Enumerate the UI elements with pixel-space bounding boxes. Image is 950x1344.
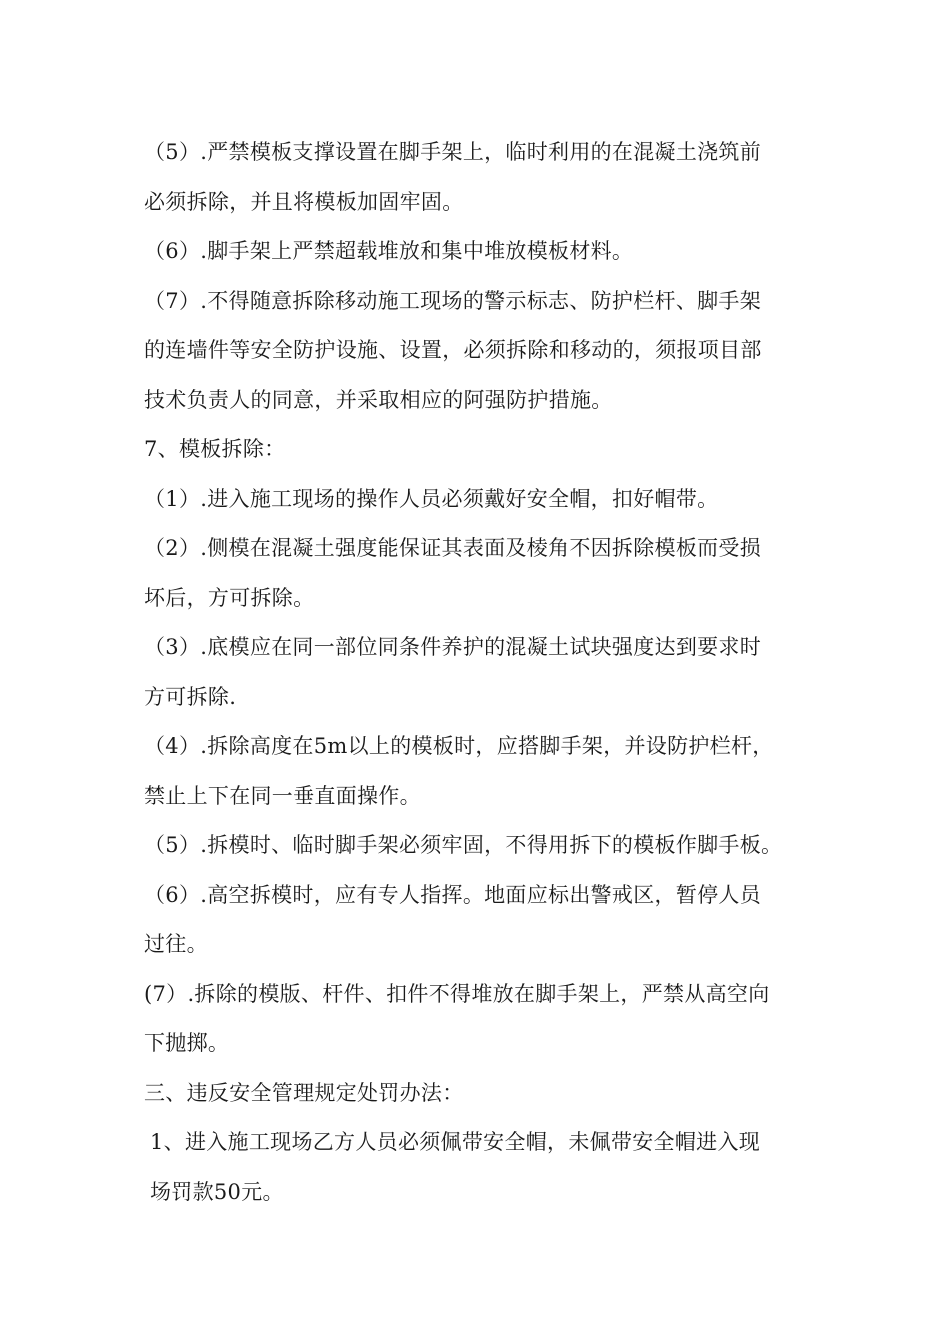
section-heading: 7、模板拆除：	[144, 437, 286, 461]
text-line: (7）.拆除的模版、杆件、扣件不得堆放在脚手架上，严禁从高空向	[144, 981, 770, 1006]
text-line: 场罚款50元。	[150, 1179, 284, 1204]
document-body	[144, 128, 824, 1217]
text-line: 1、进入施工现场乙方人员必须佩带安全帽，未佩带安全帽进入现	[150, 1130, 761, 1154]
section-heading: 三、违反安全管理规定处罚办法：	[144, 1080, 464, 1105]
text-line: 坏后，方可拆除。	[144, 585, 315, 610]
text-line: （3）.底模应在同一部位同条件养护的混凝土试块强度达到要求时	[144, 635, 762, 659]
text-line: 下抛掷。	[144, 1031, 230, 1055]
text-line: 禁止上下在同一垂直面操作。	[144, 783, 421, 808]
text-line: （4）.拆除高度在5m以上的模板时，应搭脚手架，并设防护栏杆，	[144, 734, 774, 758]
text-line: （6）.脚手架上严禁超载堆放和集中堆放模板材料。	[144, 239, 634, 263]
text-line: （7）.不得随意拆除移动施工现场的警示标志、防护栏杆、脚手架	[144, 288, 762, 313]
text-line: （2）.侧模在混凝土强度能保证其表面及棱角不因拆除模板而受损	[144, 536, 762, 560]
text-line: （1）.进入施工现场的操作人员必须戴好安全帽，扣好帽带。	[144, 486, 719, 511]
text-line: 方可拆除.	[144, 684, 237, 709]
text-line: 技术负责人的同意，并采取相应的阿强防护措施。	[144, 387, 613, 412]
text-line: （5）.严禁模板支撑设置在脚手架上，临时利用的在混凝土浇筑前	[144, 140, 762, 164]
text-line: 的连墙件等安全防护设施、设置，必须拆除和移动的，须报项目部	[144, 338, 762, 362]
text-line: 过往。	[144, 932, 208, 956]
text-line: （5）.拆模时、临时脚手架必须牢固，不得用拆下的模板作脚手板。	[144, 833, 783, 857]
text-line: 必须拆除，并且将模板加固牢固。	[144, 189, 464, 214]
text-line: （6）.高空拆模时，应有专人指挥。地面应标出警戒区，暂停人员	[144, 882, 762, 907]
